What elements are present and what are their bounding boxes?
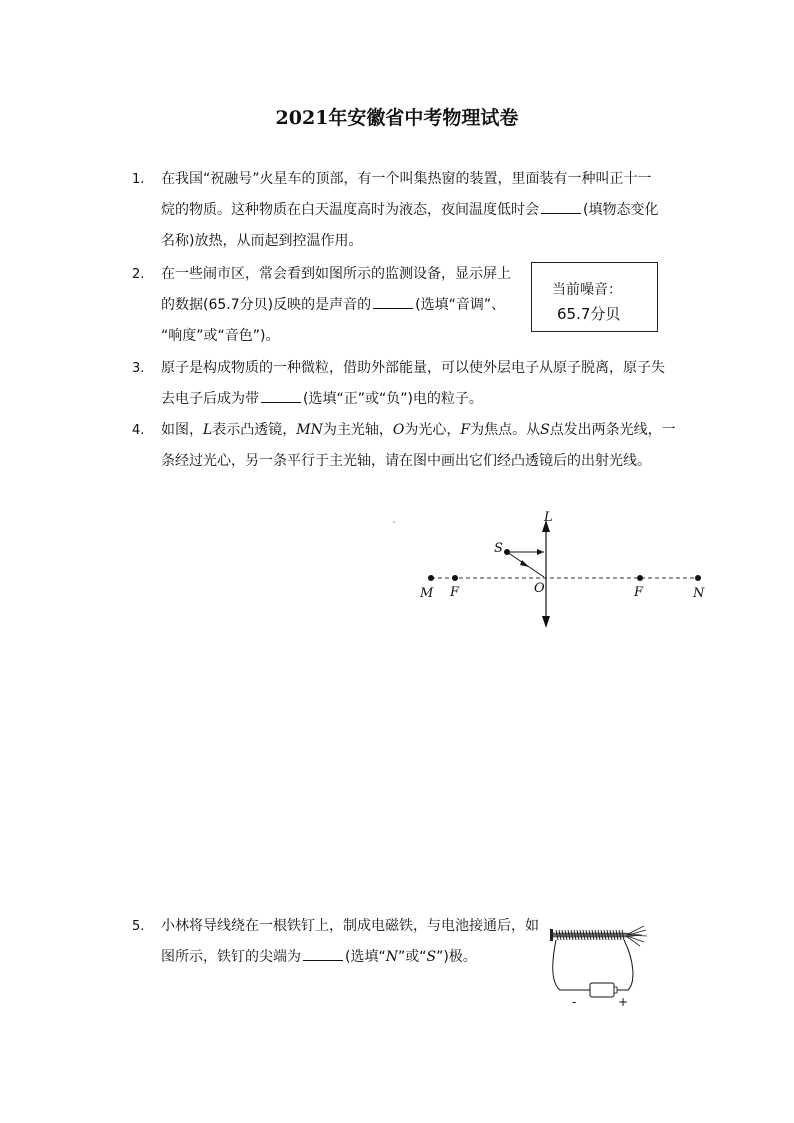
label-S: S <box>494 541 503 556</box>
text-segment: (选填“ <box>345 949 386 965</box>
label-O: O <box>534 581 545 596</box>
question-3 <box>132 353 672 415</box>
question-text-line: “响度”或“音色”)。 <box>161 328 280 344</box>
question-number: 3. <box>132 361 145 376</box>
text-segment: ”或“ <box>397 949 427 965</box>
label-M: M <box>420 586 434 601</box>
answer-blank[interactable] <box>303 946 343 961</box>
text-segment: 去电子后成为带 <box>161 391 259 407</box>
noise-monitor-value: 65.7分贝 <box>557 305 621 323</box>
symbol-N: N <box>385 949 398 965</box>
answer-blank[interactable] <box>541 199 581 214</box>
text-segment: 为主光轴， <box>322 422 393 438</box>
label-F-left: F <box>450 585 460 600</box>
text-segment: 的数据(65.7分贝)反映的是声音的 <box>161 297 372 313</box>
symbol-O: O <box>392 422 405 438</box>
wire-left <box>553 940 590 990</box>
question-number: 4. <box>132 423 145 438</box>
symbol-S: S <box>540 422 550 438</box>
label-F-right: F <box>634 585 644 600</box>
wire-right <box>614 940 633 990</box>
answer-blank[interactable] <box>373 294 413 309</box>
question-text-line <box>161 195 672 226</box>
lens-diagram[interactable] <box>380 500 720 640</box>
text-segment: 图所示，铁钉的尖端为 <box>161 949 301 965</box>
symbol-L: L <box>203 422 213 438</box>
wire-coil <box>556 930 624 940</box>
text-segment: 表示凸透镜， <box>212 422 297 438</box>
question-text-line <box>161 942 532 973</box>
text-segment: 烷的物质。这种物质在白天温度高时为液态，夜间温度低时会 <box>161 202 539 218</box>
text-segment: ”)极。 <box>436 949 477 965</box>
question-text-line: 名称)放热，从而起到控温作用。 <box>161 233 363 249</box>
question-text-line: 在我国“祝融号”火星车的顶部，有一个叫集热窗的装置，里面装有一种叫正十一 <box>161 171 652 187</box>
nail-head <box>550 929 553 941</box>
question-text-line: 小林将导线绕在一根铁钉上，制成电磁铁，与电池接通后，如 <box>161 918 539 934</box>
question-text-line: 在一些闹市区，常会看到如图所示的监测设备，显示屏上 <box>161 266 511 282</box>
electromagnet-figure <box>544 920 654 1010</box>
question-text-line <box>161 415 676 446</box>
point-N <box>695 575 701 581</box>
answer-blank[interactable] <box>261 388 301 403</box>
question-4 <box>132 415 676 477</box>
point-F-left <box>452 575 458 581</box>
text-segment: 为光心， <box>404 422 461 438</box>
question-5 <box>132 911 539 973</box>
label-N: N <box>693 586 705 601</box>
question-text-line: 原子是构成物质的一种微粒，借助外部能量，可以使外层电子从原子脱离，原子失 <box>161 360 665 376</box>
symbol-S: S <box>426 949 437 965</box>
question-number: 5. <box>132 919 145 934</box>
text-segment: 点发出两条光线，一 <box>549 422 676 438</box>
symbol-F: F <box>460 422 471 438</box>
noise-monitor-label: 当前噪音： <box>552 282 622 298</box>
battery-terminal <box>614 987 617 993</box>
ray-center-arrow <box>520 560 529 567</box>
text-segment: (选填“正”或“负”)电的粒子。 <box>303 391 483 407</box>
question-number: 1. <box>132 172 145 187</box>
point-F-right <box>637 575 643 581</box>
question-text-line <box>161 384 672 415</box>
question-1 <box>132 164 672 257</box>
text-segment: 如图， <box>161 422 203 438</box>
battery-plus: + <box>618 995 629 1009</box>
question-text-line: 条经过光心，另一条平行于主光轴，请在图中画出它们经凸透镜后的出射光线。 <box>161 453 651 469</box>
noise-monitor-display <box>531 262 658 332</box>
symbol-MN: MN <box>296 422 323 438</box>
battery-minus: - <box>572 995 577 1009</box>
stray-dot <box>393 521 394 522</box>
point-M <box>428 575 434 581</box>
lens-arrow-bottom <box>542 616 550 628</box>
text-segment: (填物态变化 <box>583 202 659 218</box>
text-segment: (选填“音调”、 <box>415 297 506 313</box>
label-L: L <box>544 510 553 525</box>
ray-parallel-arrow <box>537 549 544 555</box>
page-title: 2021年安徽省中考物理试卷 <box>275 107 519 129</box>
battery <box>590 983 614 997</box>
text-segment: 为焦点。从 <box>470 422 541 438</box>
question-number: 2. <box>132 267 145 282</box>
